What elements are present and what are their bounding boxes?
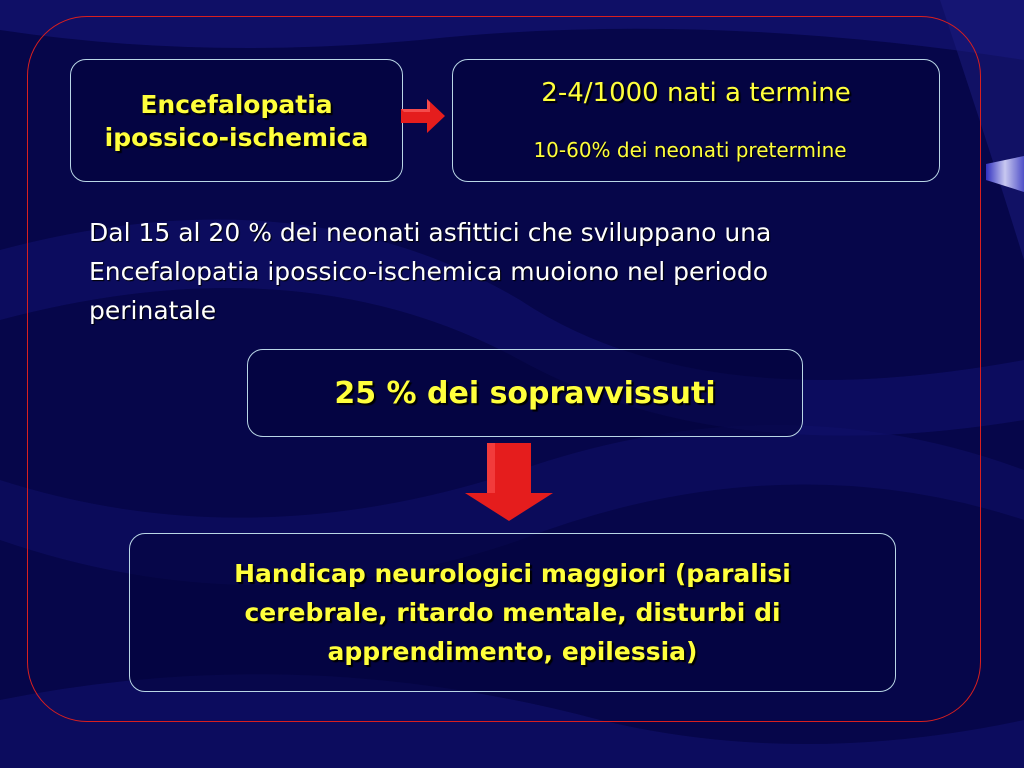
arrow-down-icon xyxy=(465,443,553,521)
condition-box xyxy=(70,59,403,182)
handicap-line-2: cerebrale, ritardo mentale, disturbi di xyxy=(244,598,781,627)
paragraph-line-3: perinatale xyxy=(89,296,217,325)
condition-line-1: Encefalopatia xyxy=(140,89,333,119)
decorative-wedge xyxy=(986,150,1024,194)
survivors-text: 25 % dei sopravvissuti xyxy=(334,375,716,411)
handicap-box xyxy=(129,533,896,692)
incidence-term-text: 2-4/1000 nati a termine xyxy=(541,78,851,108)
condition-line-2: ipossico-ischemica xyxy=(104,122,369,152)
arrow-right-icon xyxy=(401,99,445,133)
paragraph-line-2: Encefalopatia ipossico-ischemica muoiono nel periodo xyxy=(89,257,769,286)
mortality-paragraph xyxy=(89,213,959,330)
handicap-line-3: apprendimento, epilessia) xyxy=(327,637,698,666)
incidence-box xyxy=(452,59,940,182)
survivors-box xyxy=(247,349,803,437)
handicap-line-1: Handicap neurologici maggiori (paralisi xyxy=(234,559,791,588)
incidence-preterm-text: 10-60% dei neonati pretermine xyxy=(533,138,847,162)
paragraph-line-1: Dal 15 al 20 % dei neonati asfittici che sviluppano una xyxy=(89,218,772,247)
